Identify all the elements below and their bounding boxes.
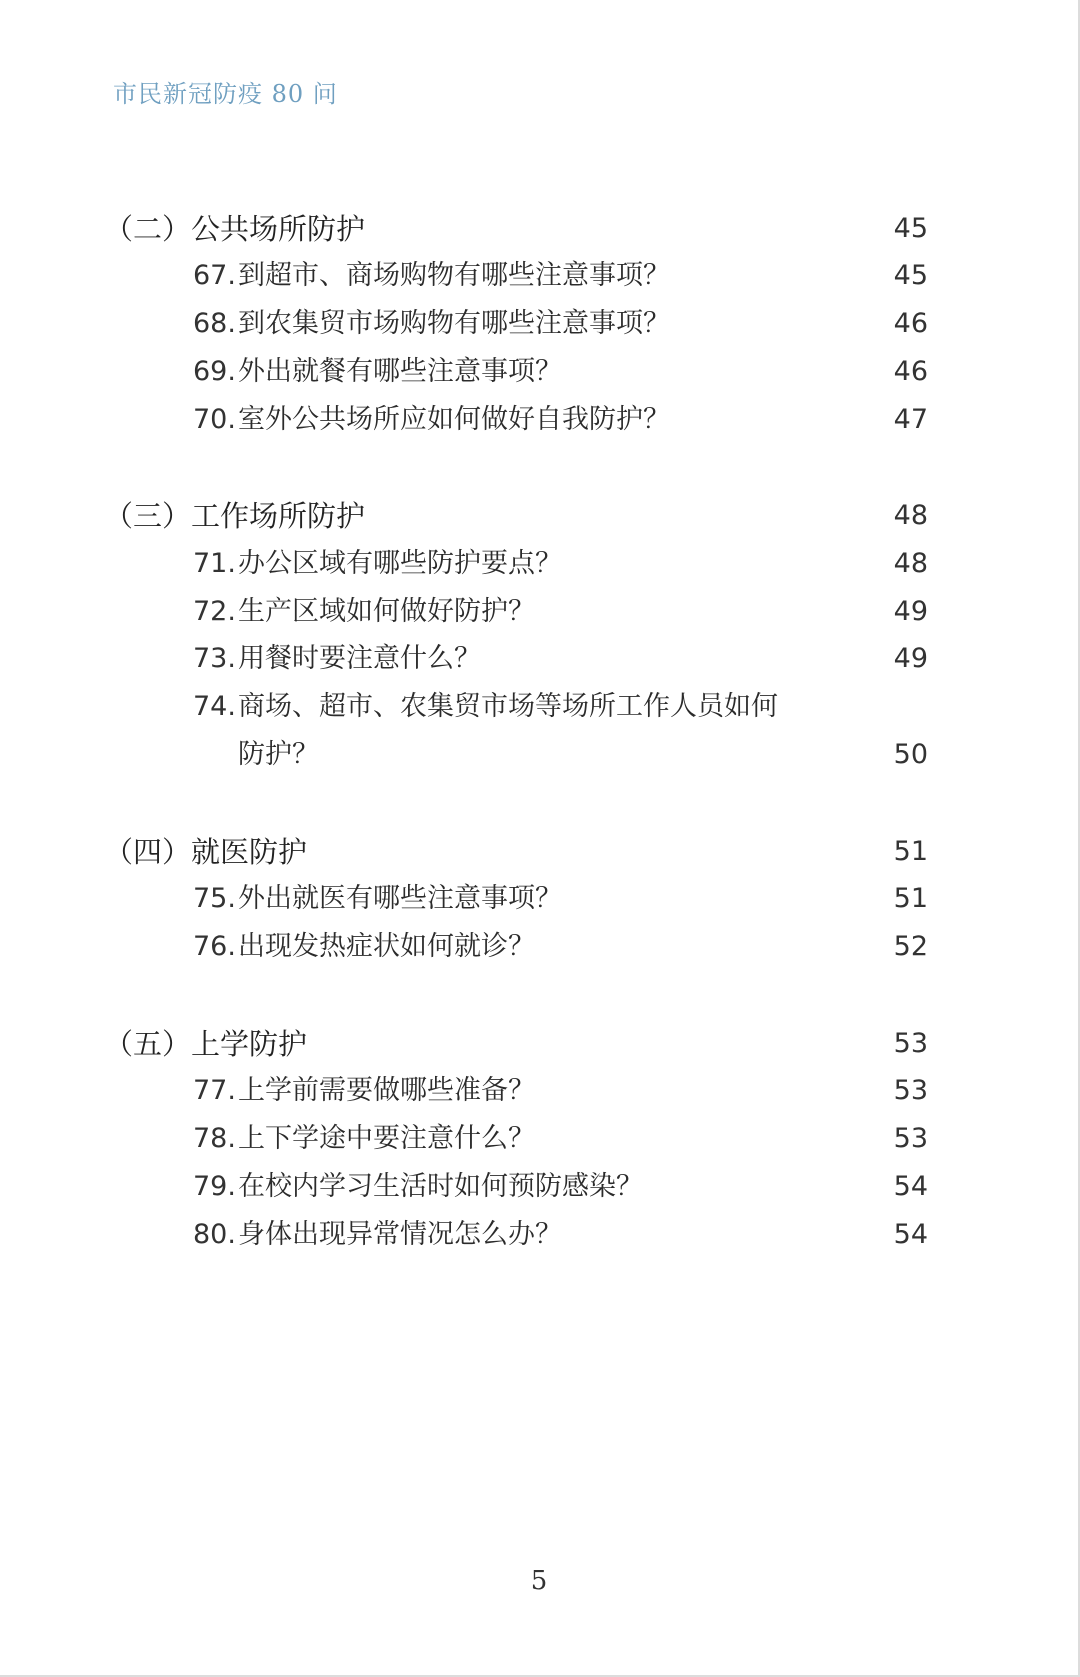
- item-text: 到超市、商场购物有哪些注意事项？: [238, 260, 670, 291]
- item-number: 76.: [193, 931, 236, 962]
- page-number: 50: [893, 739, 928, 770]
- page-number: 53: [893, 1028, 928, 1059]
- toc-section-4[interactable]: [0, 830, 1078, 874]
- page-number: 46: [893, 356, 928, 387]
- page-number: 53: [893, 1075, 928, 1106]
- section-title: （四）就医防护: [104, 835, 308, 869]
- item-number: 68.: [193, 308, 236, 339]
- page-number: 52: [893, 931, 928, 962]
- toc-item-75[interactable]: [0, 877, 1078, 921]
- item-text: 到农集贸市场购物有哪些注意事项？: [238, 308, 670, 339]
- toc-item-80[interactable]: [0, 1213, 1078, 1257]
- page-number: 53: [893, 1123, 928, 1154]
- toc-item-77[interactable]: [0, 1069, 1078, 1113]
- toc-item-73[interactable]: [0, 637, 1078, 681]
- toc-item-79[interactable]: [0, 1165, 1078, 1209]
- page-number: 45: [893, 213, 928, 244]
- item-number: 77.: [193, 1075, 236, 1106]
- page-number: 45: [893, 260, 928, 291]
- item-text: 身体出现异常情况怎么办？: [238, 1219, 562, 1250]
- item-number: 79.: [193, 1171, 236, 1202]
- item-text: 用餐时要注意什么？: [238, 643, 481, 674]
- item-text: 出现发热症状如何就诊？: [238, 931, 535, 962]
- toc-section-5[interactable]: [0, 1022, 1078, 1066]
- item-number: 70.: [193, 404, 236, 435]
- item-number: 75.: [193, 883, 236, 914]
- toc-item-68[interactable]: [0, 302, 1078, 346]
- item-number: 74.: [193, 691, 236, 722]
- toc-item-72[interactable]: [0, 590, 1078, 634]
- item-text-continuation: 防护？: [238, 739, 319, 770]
- toc-item-69[interactable]: [0, 350, 1078, 394]
- section-title: （五）上学防护: [104, 1027, 308, 1061]
- item-text: 室外公共场所应如何做好自我防护？: [238, 404, 670, 435]
- toc-item-74-continued[interactable]: [0, 733, 1078, 777]
- item-number: 73.: [193, 643, 236, 674]
- item-number: 71.: [193, 548, 236, 579]
- item-text: 外出就医有哪些注意事项？: [238, 883, 562, 914]
- item-number: 67.: [193, 260, 236, 291]
- item-text: 商场、超市、农集贸市场等场所工作人员如何: [238, 691, 778, 722]
- page-number: 51: [893, 836, 928, 867]
- toc-item-74[interactable]: [0, 685, 1078, 729]
- toc-item-70[interactable]: [0, 398, 1078, 442]
- folio-page-number: 5: [530, 1566, 548, 1596]
- item-text: 办公区域有哪些防护要点？: [238, 548, 562, 579]
- item-number: 78.: [193, 1123, 236, 1154]
- item-number: 80.: [193, 1219, 236, 1250]
- page-number: 48: [893, 500, 928, 531]
- toc-section-3[interactable]: [0, 494, 1078, 538]
- toc-item-71[interactable]: [0, 542, 1078, 586]
- section-title: （二）公共场所防护: [104, 212, 366, 246]
- item-number: 69.: [193, 356, 236, 387]
- page-number: 51: [893, 883, 928, 914]
- item-number: 72.: [193, 596, 236, 627]
- item-text: 生产区域如何做好防护？: [238, 596, 535, 627]
- page-number: 49: [893, 596, 928, 627]
- page-number: 47: [893, 404, 928, 435]
- toc-item-78[interactable]: [0, 1117, 1078, 1161]
- toc-item-67[interactable]: [0, 254, 1078, 298]
- item-text: 上学前需要做哪些准备？: [238, 1075, 535, 1106]
- toc-item-76[interactable]: [0, 925, 1078, 969]
- page-number: 54: [893, 1171, 928, 1202]
- item-text: 上下学途中要注意什么？: [238, 1123, 535, 1154]
- toc-section-2[interactable]: [0, 207, 1078, 251]
- item-text: 在校内学习生活时如何预防感染？: [238, 1171, 643, 1202]
- running-head: 市民新冠防疫 80 问: [113, 80, 338, 108]
- section-title: （三）工作场所防护: [104, 499, 366, 533]
- page-number: 46: [893, 308, 928, 339]
- page-number: 54: [893, 1219, 928, 1250]
- page-number: 48: [893, 548, 928, 579]
- page-number: 49: [893, 643, 928, 674]
- item-text: 外出就餐有哪些注意事项？: [238, 356, 562, 387]
